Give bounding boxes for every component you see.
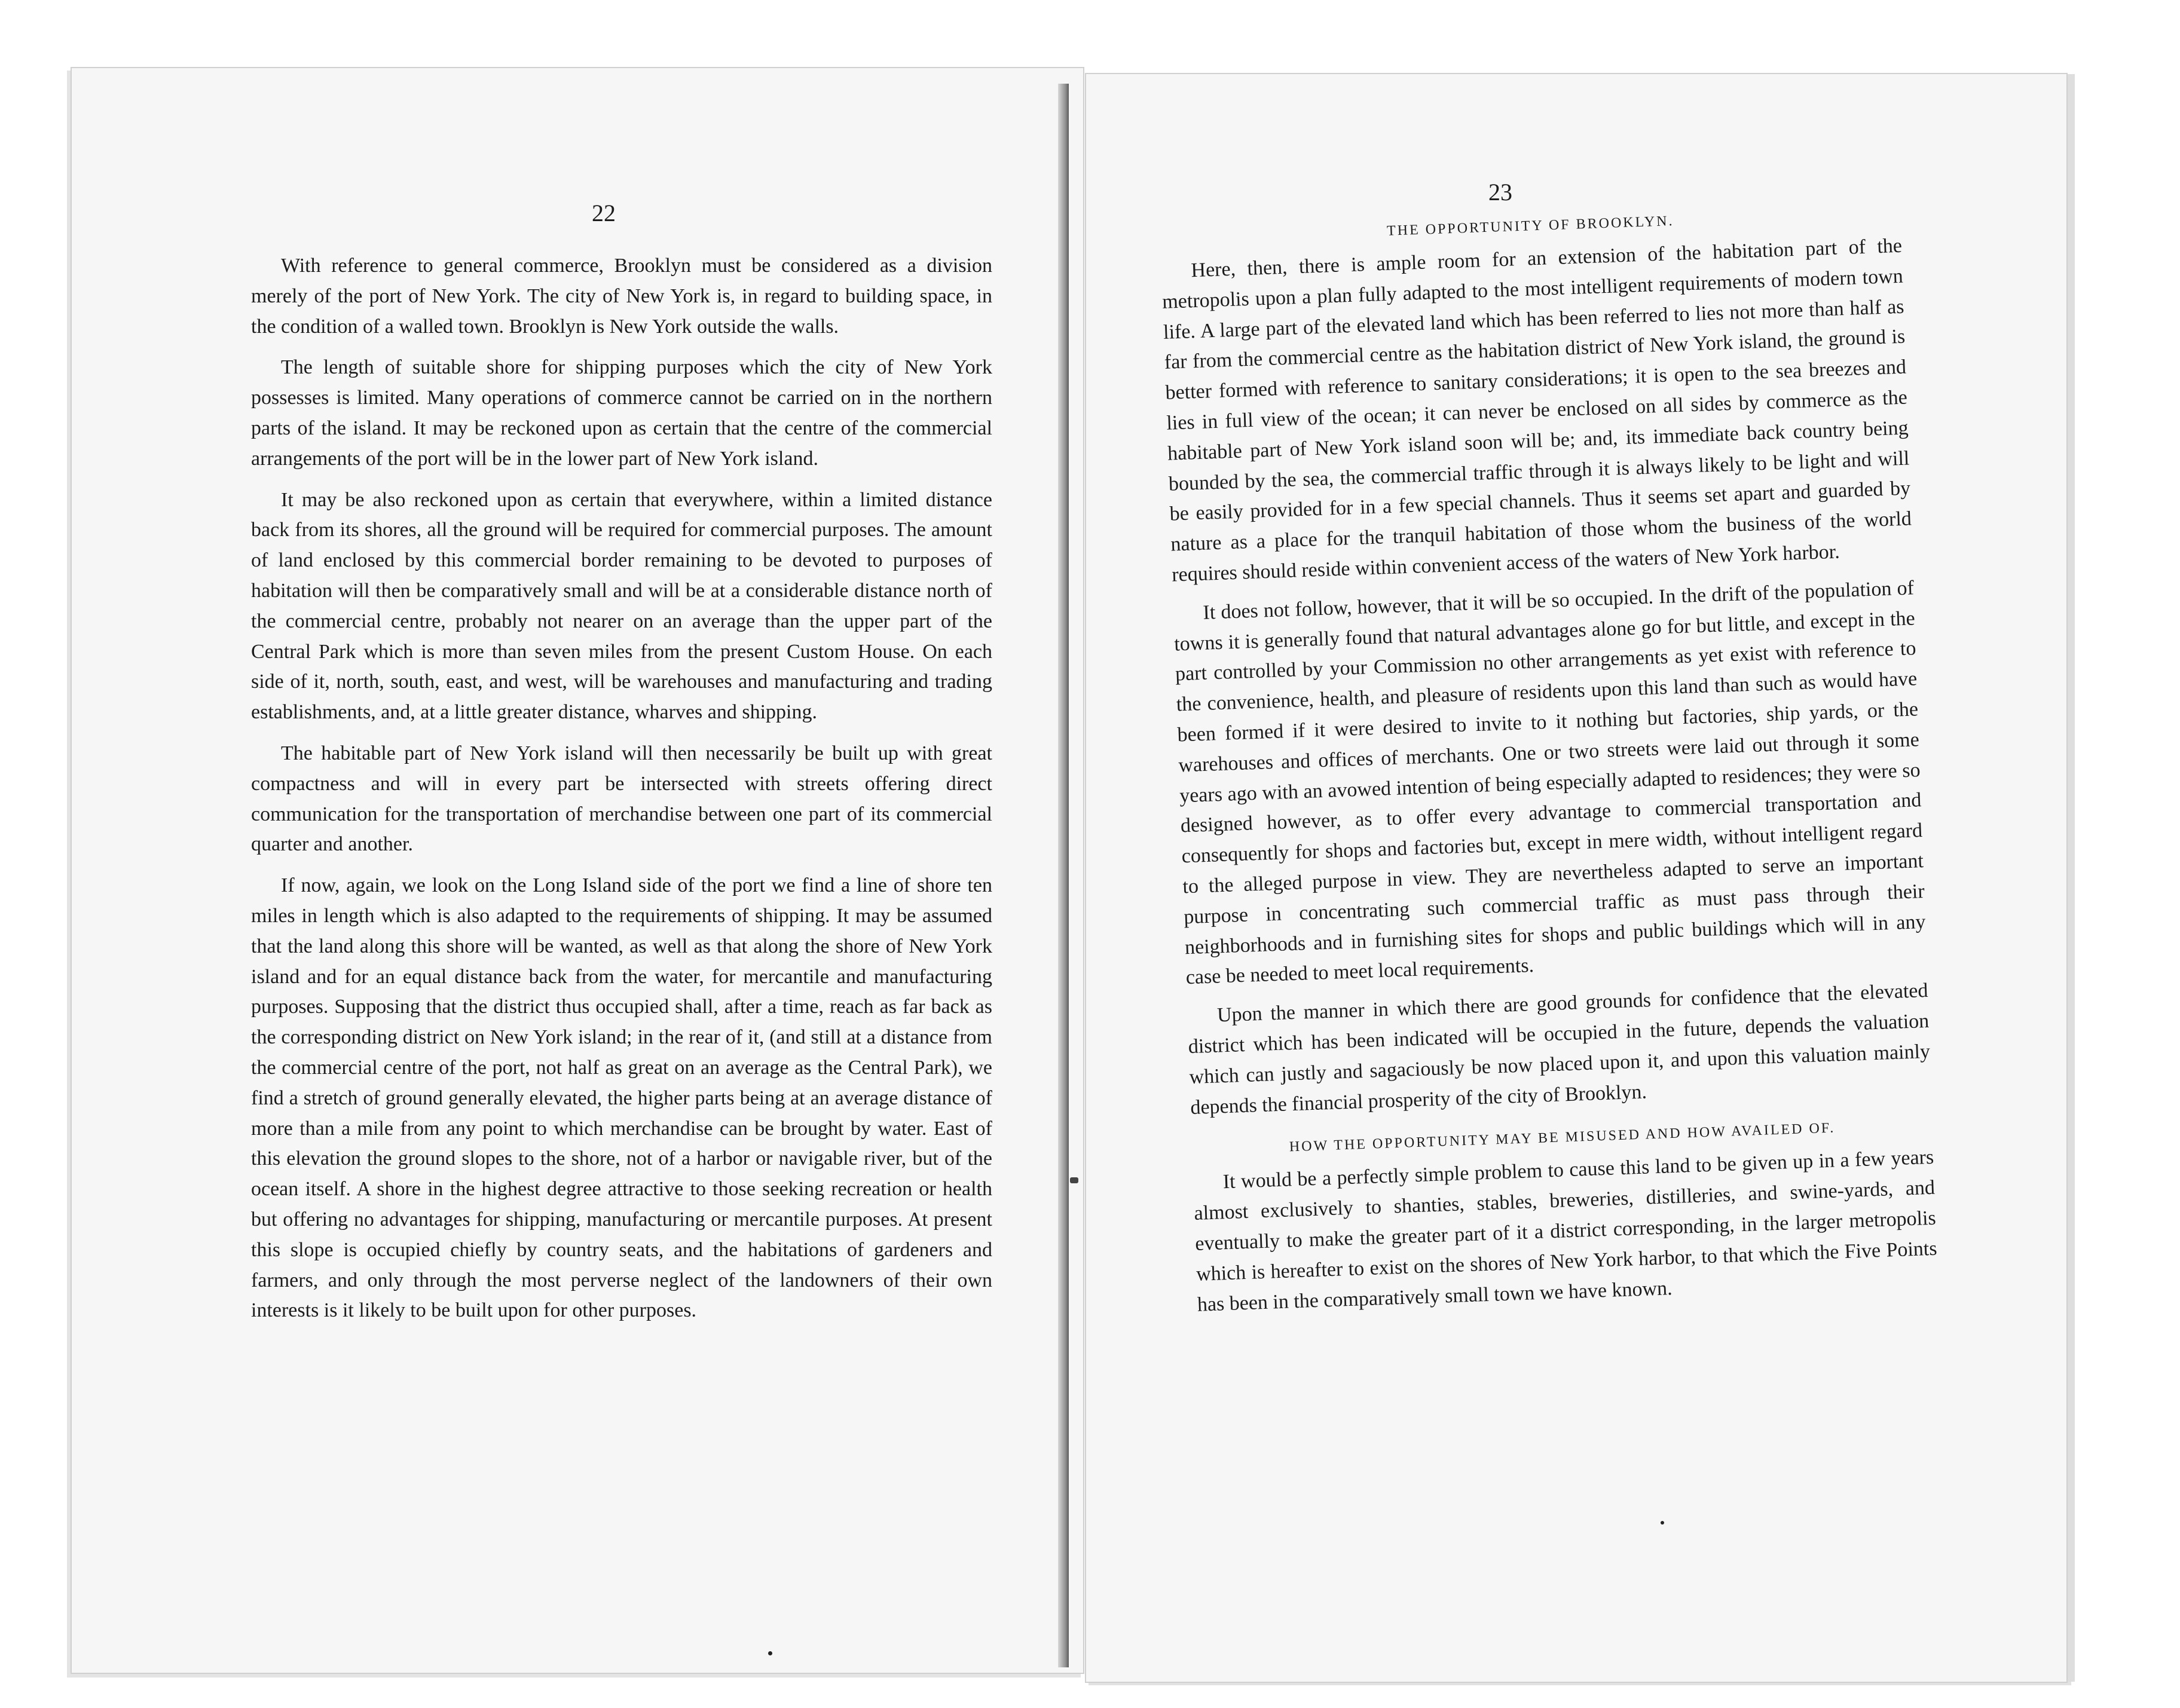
paragraph: It would be a perfectly simple problem to cause this land to be given up in a few years almost exclusively to shanties, stables, breweries, distilleries, and swine-yards, and eventually to make the greater part of it a district corresponding, in the larger metropolis which is hereafter to exist on the shores of New York harbor, to that which the Five Points has been in the comparatively small town we have known. [1193, 1146, 1938, 1316]
paragraph: Here, then, there is ample room for an extension of the habitation part of the metropolis upon a plan fully adapted to the most intelligent requirements of modern town life. A large part of the elevated land which has been referred to lies not more than half as far from the commercial centre as the habitation district of New York island, the ground is better formed with reference to sanitary considerations; it is open to the sea breezes and lies in full view of the ocean; it can never be enclosed on all sides by commerce as the habitable part of New York island soon will be; and, its immediate back country being bounded by the sea, the commercial traffic through it is always likely to be light and will be easily provided for in a few special channels. Thus it seems set apart and guarded by nature as a place for the tranquil habitation of those whom the business of the world requires should reside within convenient access of the waters of New York harbor. [1161, 234, 1912, 586]
paragraph: It may be also reckoned upon as certain that everywhere, within a limited distance back from its shores, all the ground will be required for commercial purposes. The amount of land enclosed by this commercial border remaining to be devoted to purposes of habitation will then be comparatively small and will be at a considerable distance north of the commercial centre, probably not nearer on an average than the upper part of the Central Park which is more than seven miles from the present Custom House. On each side of it, north, south, east, and west, will be warehouses and manufacturing and trading establishments, and, at a little greater distance, wharves and shipping. [251, 488, 992, 724]
left-page-text [251, 251, 992, 1337]
ink-speck [768, 1651, 772, 1655]
paragraph: The habitable part of New York island will then necessarily be built up with great compactness and will in every part be intersected with streets offering direct communication for the transportation of merchandise between one part of its commercial quarter and another. [251, 742, 992, 856]
paragraph: The length of suitable shore for shipping purposes which the city of New York possesses is limited. Many operations of commerce cannot be carried on in the northern parts of the island. It may be reckoned upon as certain that the centre of the commercial arrangements of the port will be in the lower part of New York island. [251, 356, 992, 470]
paragraph: If now, again, we look on the Long Island side of the port we find a line of shore ten miles in length which is also adapted to the requirements of shipping. It may be assumed that the land along this shore will be wanted, as well as that along the shore of New York island and for an equal distance back from the water, for mercantile and manufacturing purposes. Supposing that the district thus occupied shall, after a time, reach as far back as the corresponding district on New York island; in the rear of it, (and still at a distance from the commercial centre of the port, not half as great on an average as the Central Park), we find a stretch of ground generally elevated, the higher parts being at an average distance of more than a mile from any point to which merchandise can be brought by water. East of this elevation the ground slopes to the shore, not of a harbor or navigable river, but of the ocean itself. A shore in the highest degree attractive to those seeking recreation or health but offering no advantages for shipping, manufacturing or mercantile purposes. At present this slope is occupied chiefly by country seats, and the habitations of gardeners and farmers, and only through the most perverse neglect of the landowners of their own interests is it likely to be built upon for other purposes. [251, 874, 992, 1322]
binding-thread [1070, 1177, 1078, 1183]
left-page-number: 22 [592, 200, 616, 226]
paragraph: Upon the manner in which there are good grounds for confidence that the elevated district which has been indicated will be occupied in the future, depends the valuation which can justly and sagaciously be now placed upon it, and upon this valuation mainly depends the financial prosperity of the city of Brooklyn. [1188, 980, 1931, 1119]
ink-speck [1661, 1521, 1664, 1525]
section-heading: THE OPPORTUNITY OF BROOKLYN. [1386, 213, 1674, 239]
paragraph: It does not follow, however, that it will be so occupied. In the drift of the population of towns it is generally found that natural advantages alone go for but little, and except in the part controlled by your Commission no other arrangements as yet exist with reference to the convenience, health, and pleasure of residents upon this land than such as would have been formed if it were desired to invite to it nothing but factories, ship yards, or the warehouses and offices of merchants. One or two streets were laid out through it some years ago with an avowed intention of being especially adapted to residences; they were so designed however, as to offer every advantage to commercial transportation and consequently for shops and factories but, except in mere width, without intelligent regard to the alleged purpose in view. They are nevertheless adapted to serve an important purpose in concentrating such commercial traffic as must pass through their neighborhoods and in furnishing sites for shops and public buildings which will in any case be needed to meet local requirements. [1173, 577, 1926, 989]
right-page-number: 23 [1488, 179, 1512, 206]
right-page-text [1160, 201, 1939, 1329]
paragraph: With reference to general commerce, Brooklyn must be considered as a division merely of the port of New York. The city of New York is, in regard to building space, in the condition of a walled town. Brooklyn is New York outside the walls. [251, 255, 992, 338]
section-heading: HOW THE OPPORTUNITY MAY BE MISUSED AND HOW AVAILED OF. [1289, 1120, 1836, 1155]
book-gutter [1058, 84, 1069, 1667]
page-edge [2068, 74, 2075, 1682]
